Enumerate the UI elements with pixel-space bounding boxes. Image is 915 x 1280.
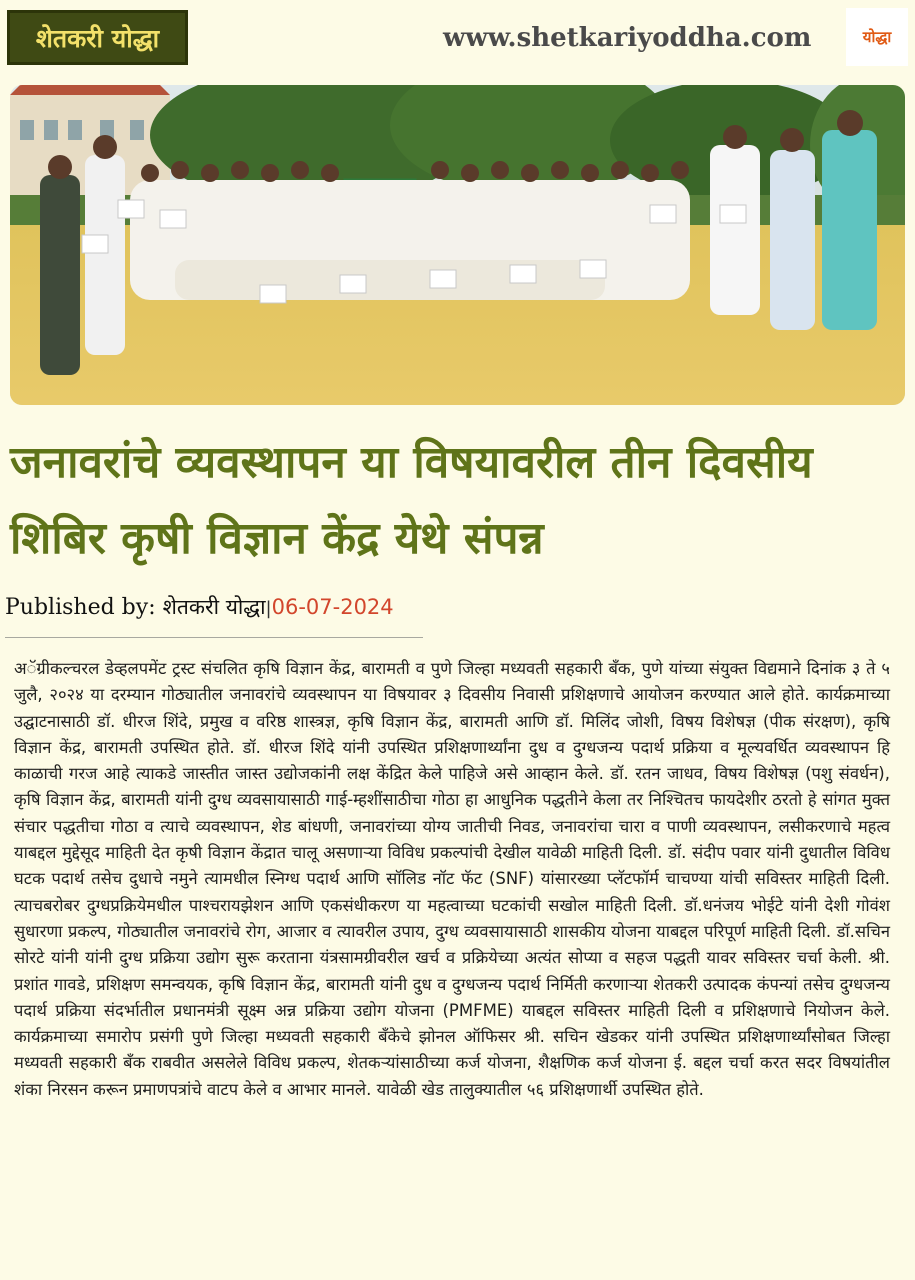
brand-name[interactable]: शेतकरी योद्धा (7, 10, 188, 65)
published-by-label: Published by: (5, 595, 163, 620)
group-photo-icon (10, 85, 905, 405)
group-photo (10, 85, 905, 405)
divider (5, 637, 423, 638)
logo-text: योद्धा (862, 28, 892, 46)
article-title: जनावरांचे व्यवस्थापन या विषयावरील तीन दिवसीय शिबिर कृषी विज्ञान केंद्र येथे संपन्न (10, 437, 813, 564)
site-logo[interactable] (846, 8, 908, 66)
publisher-name[interactable]: शेतकरी योद्धा (162, 595, 266, 619)
site-url-link[interactable]: www.shetkariyoddha.com (443, 23, 812, 53)
meta-separator: | (265, 598, 272, 619)
publish-date: 06-07-2024 (271, 595, 394, 619)
article-body: अॅग्रीकल्चरल डेव्हलपमेंट ट्रस्ट संचलित कृषि विज्ञान केंद्र, बारामती व पुणे जिल्हा मध्यवती सहकारी बँक, पुणे यांच्या संयुक्त विद्यमाने दिनांक ३ ते ५ जुलै, २०२४ या दरम्यान गोठ्यातील जनावरांचे व्यवस्थापन या विषयावर ३ दिवसीय निवासी प्रशिक्षणाचे आयोजन करण्यात आले होते. कार्यक्रमाच्या उद्घाटनासाठी डॉ. धीरज शिंदे, प्रमुख व वरिष्ठ शास्त्रज्ञ, कृषि विज्ञान केंद्र, बारामती आणि डॉ. मिलिंद जोशी, विषय विशेषज्ञ (पीक संरक्षण), कृषि विज्ञान केंद्र, बारामती उपस्थित होते. डॉ. धीरज शिंदे यांनी उपस्थित प्रशिक्षणार्थ्यांना दुध व दुग्धजन्य पदार्थ प्रक्रिया व मूल्यवर्धित व्यवस्थापन हि काळाची गरज आहे त्याकडे जास्तीत जास्त उद्योजकांनी लक्ष केंद्रित केले पाहिजे असे आव्हान केले. डॉ. रतन जाधव, विषय विशेषज्ञ (पशु संवर्धन), कृषि विज्ञान केंद्र, बारामती यांनी दुग्ध व्यवसायासाठी गाई-म्हशींसाठीचा गोठा हा आधुनिक पद्धतीने केला तर निश्चितच फायदेशीर ठरतो हे सांगत मुक्त संचार पद्धतीचा गोठा व त्याचे व्यवस्थापन, शेड बांधणी, जनावरांच्या योग्य जातीची निवड, जनावरांचा चारा व पाणी व्यवस्थापन, लसीकरणाचे महत्व याबद्दल मुद्देसूद माहिती देत कृषी विज्ञान केंद्रात चालू असणाऱ्या विविध प्रकल्पांची देखील यावेळी माहिती दिली. डॉ. संदीप पवार यांनी दुधातील विविध घटक पदार्थ तसेच दुधाचे नमुने त्यामधील स्निग्ध पदार्थ आणि सॉलिड नॉट फॅट (SNF) यांसारख्या प्लॅटफॉर्म चाचण्या यांची सविस्तर माहिती दिली. त्याचबरोबर दुग्धप्रक्रियेमधील पाश्चरायझेशन आणि एकसंधीकरण या महत्वाच्या घटकांची सखोल माहिती दिली. डॉ.धनंजय भोईटे यांनी देशी गोवंश सुधारणा प्रकल्प, गोठ्यातील जनावरांचे रोग, आजार व त्यावरील उपाय, दुग्ध व्यवसायासाठी शासकीय योजना याबद्दल परिपूर्ण माहिती दिली. डॉ.सचिन सोरटे यांनी यांनी दुग्ध प्रक्रिया उद्योग सुरू करताना यंत्रसामग्रीवरील खर्च व प्रक्रियेच्या अत्यंत सोप्या व सहज पद्धती यावर सविस्तर चर्चा केली. श्री. प्रशांत गावडे, प्रशिक्षण समन्वयक, कृषि विज्ञान केंद्र, बारामती यांनी दुध व दुग्धजन्य पदार्थ निर्मिती करणाऱ्या शेतकरी उत्पादक कंपन्यां तसेच दुग्धजन्य पदार्थ प्रक्रिया संदर्भातील प्रधानमंत्री सूक्ष्म अन्न प्रक्रिया उद्योग योजना (PMFME) याबद्दल सविस्तर माहिती दिली व प्रशिक्षणाचे नियोजन केले. कार्यक्रमाच्या समारोप प्रसंगी पुणे जिल्हा मध्यवती सहकारी बँकेचे झोनल ऑफिसर श्री. सचिन खेडकर यांनी उपस्थित प्रशिक्षणार्थ्यांसोबत जिल्हा मध्यवती सहकारी बँक राबवीत असलेले विविध प्रकल्प, शेतकऱ्यांसाठीच्या कर्ज योजना, शैक्षणिक कर्ज योजना ई. बद्दल चर्चा करत सदर विषयांतील शंका निरसन करून प्रमाणपत्रांचे वाटप केले व आभार मानले. यावेळी खेड तालुक्यातील ५६ प्रशिक्षणार्थी उपस्थित होते. (14, 659, 890, 1099)
publish-info (5, 590, 435, 624)
